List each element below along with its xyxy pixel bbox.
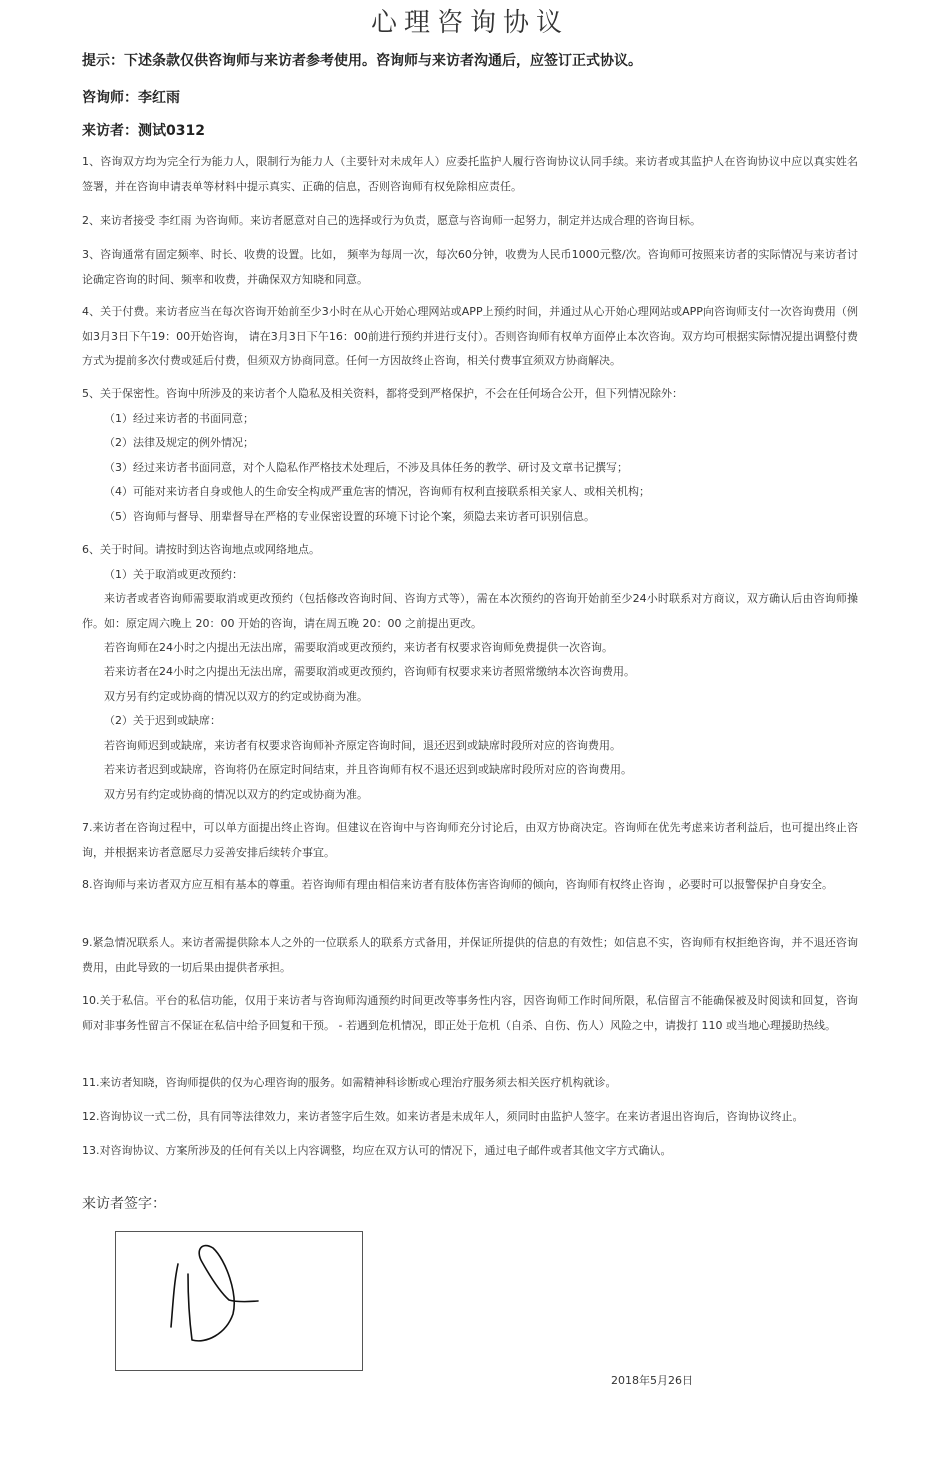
clause-10: 10.关于私信。平台的私信功能，仅用于来访者与咨询师沟通预约时间更改等事务性内容，因咨询师工作时间所限，私信留言不能确保被及时阅读和回复，咨询师对非事务性留言不保证在私信中给予回复和干预。 - 若遇到危机情况，即正处于危机（自杀、自伤、伤人）风险之中，请拨打 110 或当地心理援助热线。 [82, 994, 858, 1032]
clause-6-cancel-line: 双方另有约定或协商的情况以双方的约定或协商为准。 [104, 690, 368, 703]
clause-5-item: （4）可能对来访者自身或他人的生命安全构成严重危害的情况，咨询师有权利直接联系相关家人、或相关机构； [104, 485, 650, 498]
page-title: 心理咨询协议 [370, 8, 569, 38]
clause-5-item: （5）咨询师与督导、朋辈督导在严格的专业保密设置的环境下讨论个案，须隐去来访者可识别信息。 [104, 510, 595, 523]
clause-1: 1、咨询双方均为完全行为能力人，限制行为能力人（主要针对未成年人）应委托监护人履行咨询协议认同手续。来访者或其监护人在咨询协议中应以真实姓名签署，并在咨询申请表单等材料中提示真实、正确的信息，否则咨询师有权免除相应责任。 [82, 155, 858, 193]
clause-9: 9.紧急情况联系人。来访者需提供除本人之外的一位联系人的联系方式备用，并保证所提供的信息的有效性；如信息不实，咨询师有权拒绝咨询，并不退还咨询费用，由此导致的一切后果由提供者承担。 [82, 936, 858, 974]
clause-5: 5、关于保密性。咨询中所涉及的来访者个人隐私及相关资料，都将受到严格保护，不会在任何场合公开，但下列情况除外： [82, 387, 683, 400]
clause-13: 13.对咨询协议、方案所涉及的任何有关以上内容调整，均应在双方认可的情况下，通过电子邮件或者其他文字方式确认。 [82, 1144, 672, 1157]
clause-7: 7.来访者在咨询过程中，可以单方面提出终止咨询。但建议在咨询中与咨询师充分讨论后，由双方协商决定。咨询师在优先考虑来访者利益后，也可提出终止咨询，并根据来访者意愿尽力妥善安排后续转介事宜。 [82, 821, 858, 859]
clause-6-subtitle-late: （2）关于迟到或缺席： [104, 714, 221, 727]
clause-6-cancel-line: 若来访者在24小时之内提出无法出席，需要取消或更改预约，咨询师有权要求来访者照常缴纳本次咨询费用。 [104, 665, 635, 678]
clause-5-item: （1）经过来访者的书面同意； [104, 412, 254, 425]
clause-6-late-line: 若来访者迟到或缺席，咨询将仍在原定时间结束，并且咨询师有权不退还迟到或缺席时段所对应的咨询费用。 [104, 763, 632, 776]
clause-5-item: （3）经过来访者书面同意，对个人隐私作严格技术处理后，不涉及具体任务的教学、研讨及文章书记撰写； [104, 461, 628, 474]
visitor-name: 来访者：测试0312 [82, 123, 205, 139]
signature-date: 2018年5月26日 [611, 1374, 693, 1387]
signature-label: 来访者签字： [82, 1196, 166, 1212]
clause-6-late-line: 双方另有约定或协商的情况以双方的约定或协商为准。 [104, 788, 368, 801]
clause-5-item: （2）法律及规定的例外情况； [104, 436, 254, 449]
clause-6-cancel-paragraph: 来访者或者咨询师需要取消或更改预约（包括修改咨询时间、咨询方式等），需在本次预约的咨询开始前至少24小时联系对方商议，双方确认后由咨询师操作。如：原定周六晚上 20：00 开始的咨询，请在周五晚 20：00 之前提出更改。 [82, 592, 858, 630]
clause-11: 11.来访者知晓，咨询师提供的仅为心理咨询的服务。如需精神科诊断或心理治疗服务须去相关医疗机构就诊。 [82, 1076, 617, 1089]
clause-6-subtitle-cancel: （1）关于取消或更改预约： [104, 568, 243, 581]
clause-6-late-line: 若咨询师迟到或缺席，来访者有权要求咨询师补齐原定咨询时间，退还迟到或缺席时段所对应的咨询费用。 [104, 739, 621, 752]
clause-3: 3、咨询通常有固定频率、时长、收费的设置。比如， 频率为每周一次，每次60分钟，收费为人民币1000元整/次。咨询师可按照来访者的实际情况与来访者讨论确定咨询的时间、频率和收费，并确保双方知晓和同意。 [82, 248, 858, 286]
notice-text: 提示：下述条款仅供咨询师与来访者参考使用。咨询师与来访者沟通后，应签订正式协议。 [82, 53, 642, 69]
signature-box[interactable] [115, 1231, 363, 1371]
handwritten-signature [116, 1232, 364, 1372]
clause-6: 6、关于时间。请按时到达咨询地点或网络地点。 [82, 543, 320, 556]
clause-8: 8.咨询师与来访者双方应互相有基本的尊重。若咨询师有理由相信来访者有肢体伤害咨询师的倾向，咨询师有权终止咨询 ，必要时可以报警保护自身安全。 [82, 878, 833, 891]
counselor-name: 咨询师：李红雨 [82, 90, 180, 106]
clause-4: 4、关于付费。来访者应当在每次咨询开始前至少3小时在从心开始心理网站或APP上预约时间，并通过从心开始心理网站或APP向咨询师支付一次咨询费用（例如3月3日下午19：00开始咨询， 请在3月3日下午16：00前进行预约并进行支付）。否则咨询师有权单方面停止本次咨询。双方均可根据实际情况提出调整付费方式为提前多次付费或延后付费，但须双方协商同意。任何一方因故终止咨询，相关付费事宜须双方协商解决。 [82, 305, 858, 367]
clause-6-cancel-line: 若咨询师在24小时之内提出无法出席，需要取消或更改预约，来访者有权要求咨询师免费提供一次咨询。 [104, 641, 613, 654]
clause-12: 12.咨询协议一式二份，具有同等法律效力，来访者签字后生效。如来访者是未成年人，须同时由监护人签字。在来访者退出咨询后，咨询协议终止。 [82, 1110, 804, 1123]
clause-2: 2、来访者接受 李红雨 为咨询师。来访者愿意对自己的选择或行为负责，愿意与咨询师一起努力，制定并达成合理的咨询目标。 [82, 214, 701, 227]
